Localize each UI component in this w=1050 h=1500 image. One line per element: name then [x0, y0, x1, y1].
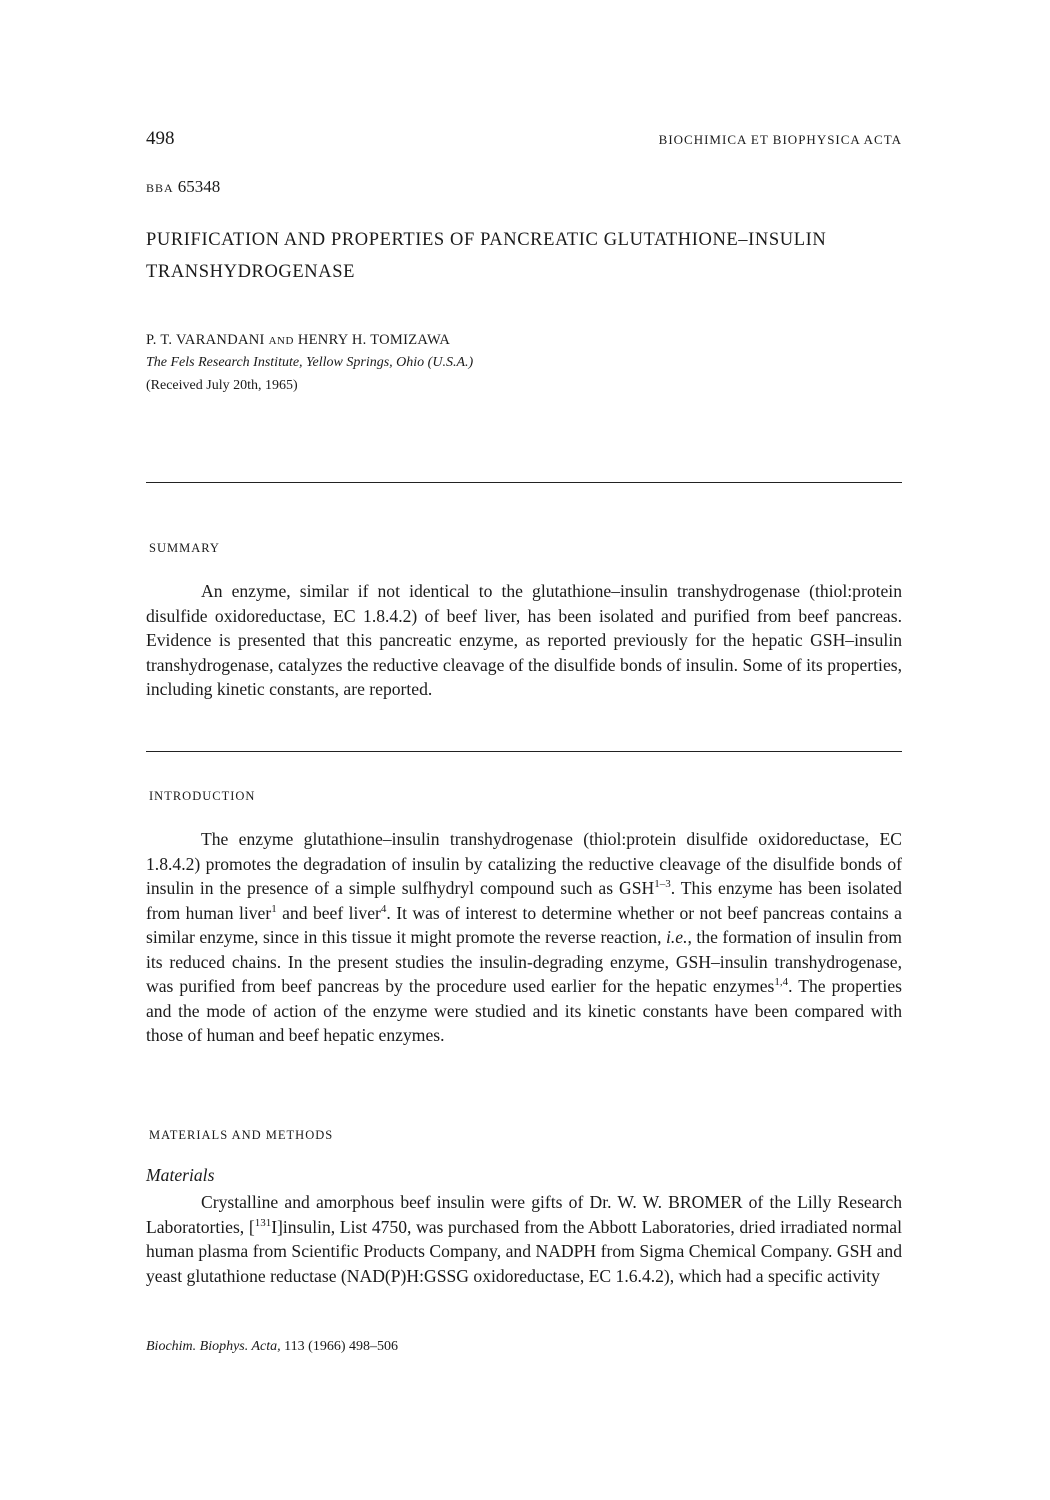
intro-text-3: and beef liver — [276, 902, 381, 923]
author-line — [146, 332, 450, 349]
citation-ref: 4 — [380, 902, 387, 915]
intro-text-4: . It was of interest to determine whether or not beef pancreas contains a similar enzyme, since in this tissue it might promote the reverse reaction, — [146, 902, 902, 947]
article-id-number: 65348 — [177, 177, 221, 196]
summary-bottom-rule — [146, 751, 902, 752]
materials-methods-heading: MATERIALS AND METHODS — [149, 1128, 334, 1142]
article-id — [146, 177, 220, 197]
citation-footer — [146, 1339, 398, 1355]
summary-paragraph: An enzyme, similar if not identical to the glutathione–insulin transhydrogenase (thiol:protein disulfide oxidoreductase, EC 1.8.4.2) of beef liver, has been isolated and purified from beef pancreas. Evidence is presented that this pancreatic enzyme, as reported previously for the hepatic GSH–insulin transhydrogenase, catalyzes the reductive cleavage of the disulfide bonds of insulin. Some of its properties, including kinetic constants, are reported. — [146, 581, 902, 699]
author-2: HENRY H. TOMIZAWA — [297, 332, 451, 348]
materials-subheading: Materials — [146, 1165, 215, 1185]
affiliation: The Fels Research Institute, Yellow Springs, Ohio (U.S.A.) — [146, 355, 474, 370]
footer-volume-pages: 113 (1966) 498–506 — [284, 1339, 398, 1354]
introduction-heading: INTRODUCTION — [149, 789, 256, 803]
introduction-paragraph — [146, 827, 902, 1048]
intro-text-1: The enzyme glutathione–insulin transhydrogenase (thiol:protein disulfide oxidoreductase, EC 1.8.4.2) promotes the degradation of insulin by catalizing the reductive cleavage of the disulfide bonds of insulin in the presence of a simple sulfhydryl compound such as GSH — [146, 829, 902, 898]
intro-text-6: . The properties and the mode of action of the enzyme were studied and its kinetic constants have been compared with those of human and beef hepatic enzymes. — [146, 976, 902, 1045]
citation-ref: 1 — [271, 902, 277, 915]
intro-text-5: , the formation of insulin from its reduced chains. In the present studies the insulin-degrading enzyme, GSH–insulin transhydrogenase, was purified from beef pancreas by the procedure used earlier for the hepatic enzymes — [146, 927, 902, 996]
intro-ie: i.e. — [666, 927, 688, 947]
received-date: (Received July 20th, 1965) — [146, 378, 298, 393]
citation-ref: 1–3 — [654, 878, 671, 891]
author-1: P. T. VARANDANI — [146, 332, 265, 348]
summary-top-rule — [146, 482, 902, 483]
summary-heading: SUMMARY — [149, 541, 220, 555]
journal-name: BIOCHIMICA ET BIOPHYSICA ACTA — [658, 132, 902, 147]
materials-paragraph — [146, 1190, 902, 1288]
intro-text-2: . This enzyme has been isolated from human liver — [146, 878, 902, 923]
footer-journal: Biochim. Biophys. Acta, — [146, 1339, 281, 1354]
article-title: PURIFICATION AND PROPERTIES OF PANCREATIC GLUTATHIONE–INSULIN TRANSHYDROGENASE — [146, 230, 827, 282]
running-header — [146, 128, 902, 154]
article-id-prefix: BBA — [146, 181, 174, 195]
materials-text-2: I]insulin, List 4750, was purchased from the Abbott Laboratories, dried irradiated normal human plasma from Scientific Products Company, and NADPH from Sigma Chemical Company. GSH and yeast glutathione reductase (NAD(P)H:GSSG oxidoreductase, EC 1.6.4.2), which had a specific activity — [146, 1216, 903, 1286]
citation-ref: 1,4 — [774, 976, 789, 989]
author-conjunction: AND — [268, 335, 294, 347]
page-number: 498 — [146, 128, 175, 149]
materials-text-1: Crystalline and amorphous beef insulin were gifts of Dr. W. W. BROMER of the Lilly Research Laboratorties, [ — [146, 1192, 902, 1237]
isotope-mass-number: 131 — [254, 1216, 272, 1229]
